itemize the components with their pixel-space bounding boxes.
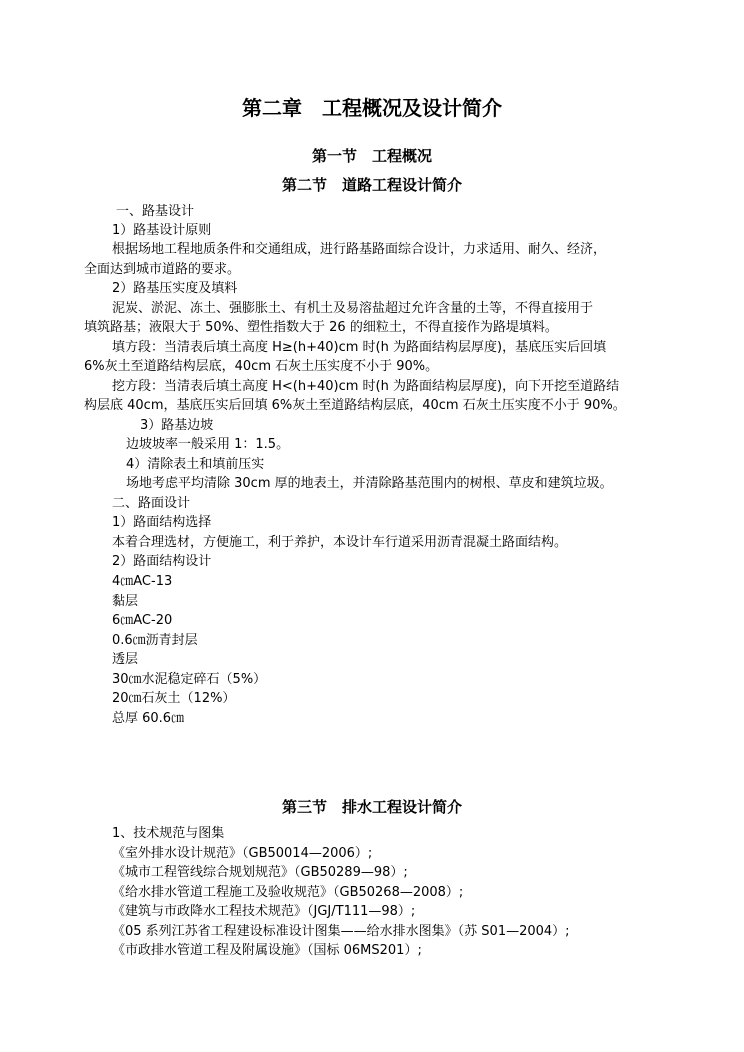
- compaction-heading: 2）路基压实度及填料: [112, 281, 238, 296]
- slope-heading: 3）路基边坡: [140, 418, 214, 433]
- layer-item: 20㎝石灰土（12%）: [112, 691, 236, 706]
- reference-item: 《室外排水设计规范》（GB50014—2006）;: [112, 846, 373, 861]
- layer-item: 6㎝AC-20: [112, 613, 173, 628]
- paragraph-line: 全面达到城市道路的要求。: [84, 262, 241, 277]
- section2-title: 第二节 道路工程设计简介: [281, 176, 462, 194]
- paragraph-line: 根据场地工程地质条件和交通组成，进行路基路面综合设计，力求适用、耐久、经济，: [112, 242, 607, 257]
- reference-item: 《05 系列江苏省工程建设标准设计图集——给水排水图集》（苏 S01—2004）;: [112, 924, 570, 939]
- pavement-heading: 二、路面设计: [112, 496, 191, 511]
- section1-title: 第一节 工程概况: [311, 147, 432, 165]
- layer-item: 总厚 60.6㎝: [112, 711, 185, 726]
- reference-item: 《给水排水管道工程施工及验收规范》（GB50268—2008）;: [112, 885, 464, 900]
- layer-item: 黏层: [112, 594, 139, 609]
- paragraph-line: 场地考虑平均清除 30cm 厚的地表土，并清除路基范围内的树根、草皮和建筑垃圾。: [126, 476, 613, 491]
- reference-item: 《建筑与市政降水工程技术规范》（JGJ/T111—98）;: [112, 904, 416, 919]
- layer-item: 0.6㎝沥青封层: [112, 633, 198, 648]
- pavement-structure-heading: 2）路面结构设计: [112, 554, 212, 569]
- paragraph-line: 6%灰土至道路结构层底，40cm 石灰土压实度不小于 90%。: [84, 359, 439, 374]
- section3-title: 第三节 排水工程设计简介: [281, 798, 462, 816]
- layer-item: 30㎝水泥稳定碎石（5%）: [112, 672, 267, 687]
- reference-item: 《城市工程管线综合规划规范》（GB50289—98）;: [112, 865, 408, 880]
- paragraph-line: 构层底 40cm，基底压实后回填 6%灰土至道路结构层底，40cm 石灰土压实度不小于 90%。: [84, 398, 626, 413]
- paragraph-line: 泥炭、淤泥、冻土、强膨胀土、有机土及易溶盐超过允许含量的土等，不得直接用于: [112, 301, 594, 316]
- paragraph-line: 填方段：当清表后填土高度 H≥(h+40)cm 时(h 为路面结构层厚度)，基底压实后回填: [112, 340, 607, 355]
- reference-item: 《市政排水管道工程及附属设施》（国标 06MS201）;: [112, 943, 422, 958]
- paragraph-line: 挖方段：当清表后填土高度 H<(h+40)cm 时(h 为路面结构层厚度)，向下开挖至道路结: [112, 379, 620, 394]
- paragraph-line: 边坡坡率一般采用 1：1.5。: [126, 437, 290, 452]
- paragraph-line: 本着合理选材，方便施工，利于养护，本设计车行道采用沥青混凝土路面结构。: [112, 535, 568, 550]
- topsoil-heading: 4）清除表土和填前压实: [126, 457, 265, 472]
- layer-item: 透层: [112, 652, 139, 667]
- paragraph-line: 填筑路基；液限大于 50%、塑性指数大于 26 的细粒土，不得直接作为路堤填料。: [84, 320, 558, 335]
- chapter-title: 第二章 工程概况及设计简介: [242, 96, 502, 120]
- roadbed-heading: 一、路基设计: [116, 204, 195, 219]
- pavement-selection-heading: 1）路面结构选择: [112, 515, 212, 530]
- standards-heading: 1、技术规范与图集: [112, 826, 225, 841]
- roadbed-principle-heading: 1）路基设计原则: [112, 223, 212, 238]
- layer-item: 4㎝AC-13: [112, 574, 173, 589]
